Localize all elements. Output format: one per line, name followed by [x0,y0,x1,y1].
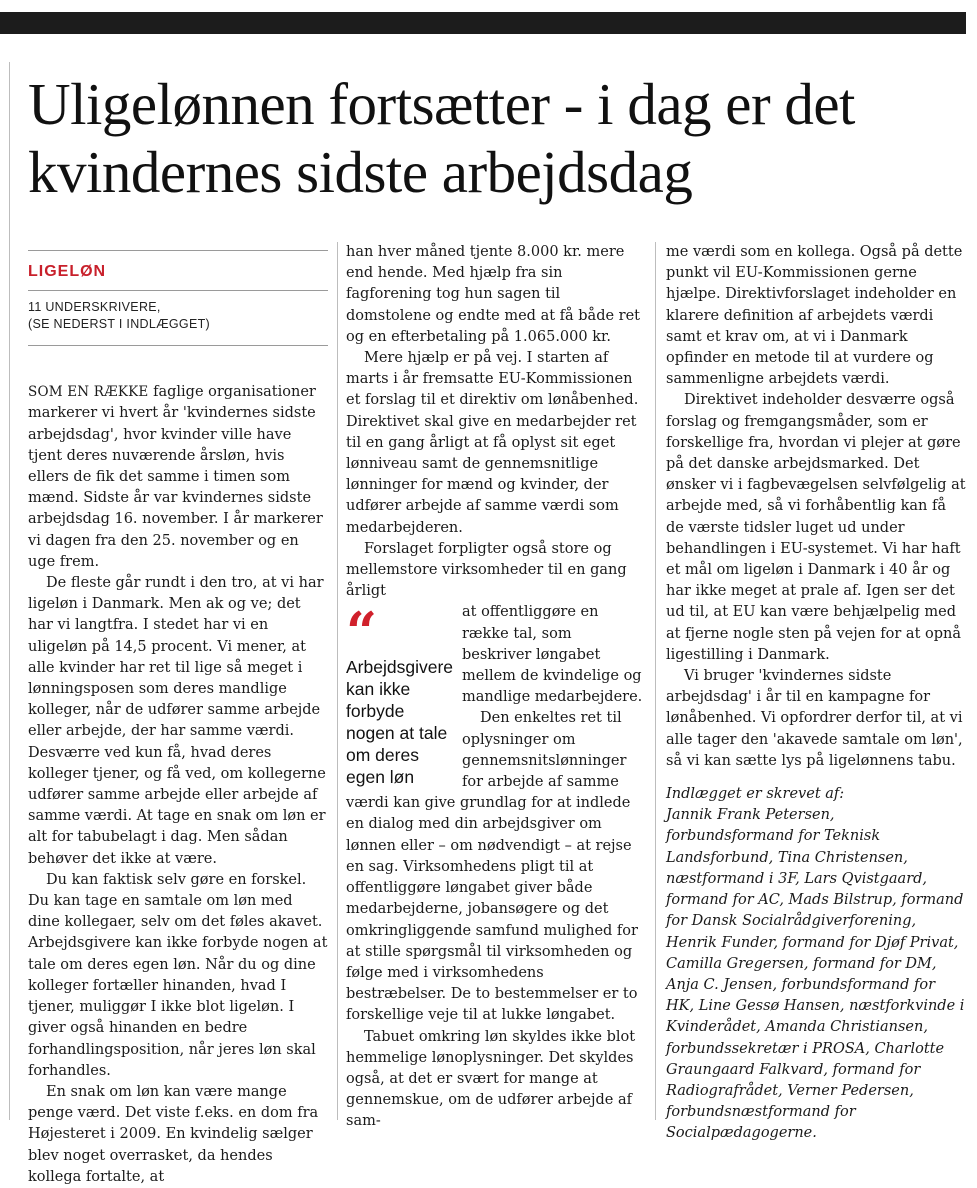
column-1 [28,242,328,1188]
pull-quote [346,600,454,788]
body-paragraph: han hver måned tjente 8.000 kr. mere end hende. Med hjælp fra sin fagforening tog hun sagen til domstolene og endte med at få både ret og en efterbetaling på 1.065.000 kr. [346,244,641,345]
body-paragraph: Mere hjælp er på vej. I starten af marts i år fremsatte EU-Kommissionen et forslag til et direktiv om lønåbenhed. Direktivet skal give en medarbejder ret til en gang årligt at få oplyst sit eget lønniveau samt de gennemsnitlige lønninger for mænd og kvinder, der udfører arbejde af samme værdi som medarbejderen. [346,350,639,536]
credit-signatories: Jannik Frank Petersen, forbundsformand for Teknisk Landsforbund, Tina Christensen, næstformand i 3F, Lars Qvistgaard, formand for AC, Mads Bilstrup, formand for Dansk Socialrådgiverforening, Henrik Funder, formand for Djøf Privat, Camilla Gregersen, formand for DM, Anja C. Jensen, forbundsformand for HK, Line Gessø Hansen, næstforkvinde i Kvinderådet, Amanda Christiansen, forbundssekretær i PROSA, Charlotte Graungaard Falkvard, formand for Radiografrådet, Verner Pedersen, forbundsnæstformand for Socialpædagogerne. [666,807,965,1142]
body-paragraph: Forslaget forpligter også store og mellemstore virksomheder til en gang årligt [346,540,627,600]
lead-text: faglige organisationer markerer vi hvert år 'kvindernes sidste arbejdsdag', hvor kvinder ville have tjent deres nuværende årsløn, hvis ellers de fik det samme i timen som mænd. Sidste år var kvindernes sidste arbejdsdag 16. november. I år markerer vi dagen fra den 25. november og en uge frem. [28,384,323,570]
lead-caps: SOM EN RÆKKE [28,384,149,401]
body-paragraph: Tabuet omkring løn skyldes ikke blot hemmelige lønoplysninger. Det skyldes også, at det er svært for mange at gennemskue, om de udfører arbejde af sam- [346,1028,636,1130]
column-3 [666,242,966,1145]
headline: Uligelønnen fortsætter - i dag er det kvindernes sidste arbejdsdag [28,71,855,205]
column-rule [655,242,656,1120]
column-2 [346,242,644,1133]
column-rule [337,242,338,1120]
rubric-rule-bottom [28,290,328,291]
left-margin-rule [9,62,10,1120]
credit-label: Indlægget er skrevet af: [666,786,845,803]
pull-quote-text: Arbejdsgivere kan ikke forbyde nogen at tale om deres egen løn [346,657,453,788]
body-paragraph: En snak om løn kan være mange penge værd. Det viste f.eks. en dom fra Højesteret i 2009. En kvindelig sælger blev noget overrasket, da hendes kollega fortalte, at [28,1083,319,1185]
body-paragraph: at offentliggøre en række tal, som beskriver løngabet mellem de kvindelige og mandlige medarbejdere. [462,604,643,706]
lead-paragraph [28,382,328,573]
rubric-rule-top [28,250,328,251]
body-paragraph: me værdi som en kollega. Også på dette punkt vil EU-Kommissionen gerne hjælpe. Direktivforslaget indeholder en klarere definition af arbejdets værdi samt et krav om, at vi i Danmark opfinder en metode til at vurdere og sammenligne arbejdets værdi. [666,244,963,388]
rubric: LIGELØN [28,263,107,280]
body-paragraph: Den enkeltes ret til oplysninger om gennemsnitslønninger for arbejde af samme værdi kan give grundlag for at indlede en dialog med din arbejdsgiver om lønnen eller – om nødvendigt – at rejse en sag. Virksomhedens pligt til at offentliggøre løngabet giver både medarbejderne, jobansøgere og det omkringliggende samfund mulighed for at stille spørgsmål til virksomheden og følge med i virksomhedens bestræbelser. De to bestemmelser er to forskellige veje til at lukke løngabet. [346,710,638,1024]
body-paragraph: De fleste går rundt i den tro, at vi har ligeløn i Danmark. Men ak og ve; det har vi langtfra. I stedet har vi en uligeløn på 14,5 procent. Vi mener, at alle kvinder har ret til lige så meget i lønningsposen som deres mandlige kolleger, når de udfører samme arbejde eller arbejde, der har samme værdi. Desværre ved kun få, hvad deres kolleger tjener, og få ved, om kollegerne udfører samme arbejde eller arbejde af samme værdi. At tage en snak om løn er alt for tabubelagt i dag. Men sådan behøver det ikke at være. [28,575,326,867]
body-paragraph: Vi bruger 'kvindernes sidste arbejdsdag' i år til en kampagne for lønåbenhed. Vi opfordrer derfor til, at vi alle tager den 'akavede samtale om løn', så vi kan sætte lys på ligelønnens tabu. [666,668,963,769]
byline [28,299,328,333]
quote-mark-icon: “ [346,600,378,665]
byline-line: 11 UNDERSKRIVERE, [28,300,161,315]
body-paragraph: Du kan faktisk selv gøre en forskel. Du kan tage en samtale om løn med dine kollegaer, selv om det føles akavet. Arbejdsgivere kan ikke forbyde nogen at tale om deres egen løn. Når du og dine kolleger fortæller hinanden, hvad I tjener, muliggør I ikke blot ligeløn. I giver også hinanden en bedre forhandlingsposition, når jeres løn skal forhandles. [28,871,328,1079]
body-paragraph: Direktivet indeholder desværre også forslag og fremgangsmåder, som er forskellige fra, hvordan vi plejer at gøre på det danske arbejdsmarked. Det ønsker vi i fagbevægelsen selvfølgelig at arbejde med, så vi forhåbentlig kan få de værste tidsler luget ud under behandlingen i EU-systemet. Vi har haft et mål om ligeløn i Danmark i 40 år og har ikke meget at prale af. Igen ser det ud til, at EU kan være behjælpelig med at fjerne nogle sten på vejen for at opnå ligestilling i Danmark. [666,392,966,663]
byline-line: (SE NEDERST I INDLÆGGET) [28,317,210,332]
top-black-bar [0,12,966,34]
byline-rule [28,345,328,346]
